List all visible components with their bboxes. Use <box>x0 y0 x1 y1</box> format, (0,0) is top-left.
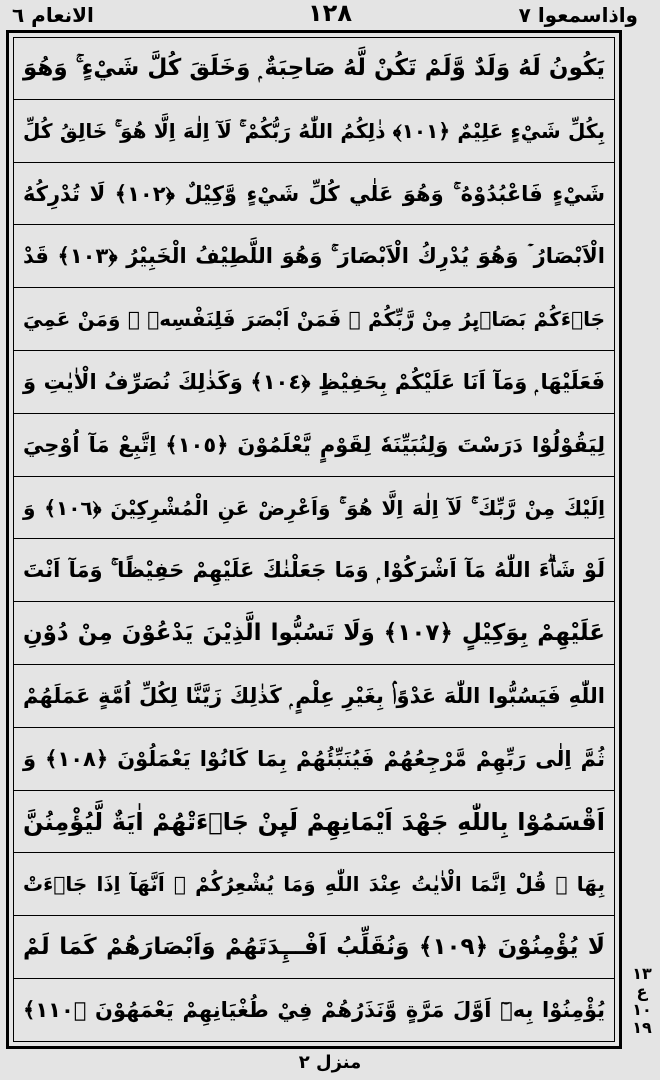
para-name: واذاسمعوا ٧ <box>518 3 638 27</box>
text-line-6: فَعَلَيْهَا ۭ وَمَآ اَنَا عَلَيْكُمْ بِحَفِيْظٍ ﴿١٠٤﴾ وَكَذٰلِكَ نُصَرِّفُ الْاٰيٰتِ وَ <box>13 351 615 414</box>
text-line-4: الْاَبْصَارُ ۡ وَهُوَ يُدْرِكُ الْاَبْصَارَ ۚ وَهُوَ اللَّطِيْفُ الْخَبِيْرُ ﴿١٠٣﴾ قَدْ <box>13 225 615 288</box>
ruku-letter: ع <box>636 982 648 1001</box>
manzil-footer: منزل ٢ <box>298 1052 362 1073</box>
text-line-1: يَكُونُ لَهُ وَلَدٌ وَّلَمْ تَكُنْ لَّهُ صَاحِبَةٌ ۭ وَخَلَقَ كُلَّ شَيْءٍ ۚ وَهُوَ <box>13 37 615 100</box>
text-line-16: يُؤْمِنُوْا بِهٖٓ اَوَّلَ مَرَّةٍ وَّنَذَرُهُمْ فِيْ طُغْيَانِهِمْ يَعْمَهُوْنَ ﴿١١٠﴾ <box>23 998 605 1022</box>
text-line-15: لَا يُؤْمِنُوْنَ ﴿١٠٩﴾ وَنُقَلِّبُ اَفْـــِٕدَتَهُمْ وَاَبْصَارَهُمْ كَمَا لَمْ <box>13 916 615 979</box>
text-line-13: اَقْسَمُوْا بِاللّٰهِ جَهْدَ اَيْمَانِهِمْ لَىِٕنْ جَاۗءَتْهُمْ اٰيَةٌ لَّيُؤْمِنُنَّ <box>13 791 615 854</box>
text-line-7: لِيَقُوْلُوْا دَرَسْتَ وَلِنُبَيِّنَهٗ لِقَوْمٍ يَّعْلَمُوْنَ ﴿١٠٥﴾ اِتَّبِعْ مَآ اُوْحِيَ <box>13 414 615 477</box>
text-line-9: لَوْ شَاۗءَ اللّٰهُ مَآ اَشْرَكُوْا ۭ وَمَا جَعَلْنٰكَ عَلَيْهِمْ حَفِيْظًا ۚ وَمَآ اَنْتَ <box>13 539 615 602</box>
page-header <box>0 0 660 30</box>
margin-number-bottom: ١٩ <box>632 1018 652 1037</box>
page-number: ۱۲۸ <box>308 0 352 27</box>
text-line-11: اللّٰهِ فَيَسُبُّوا اللّٰهَ عَدْوًاۢ بِغَيْرِ عِلْمٍ ۭ كَذٰلِكَ زَيَّنَّا لِكُلِّ اُمَّةٍ عَمَلَهُمْ <box>13 665 615 728</box>
text-line-14: بِهَا ۭ قُلْ اِنَّمَا الْاٰيٰتُ عِنْدَ اللّٰهِ وَمَا يُشْعِرُكُمْ ۙ اَنَّهَآ اِذَا جَاۗءَتْ <box>13 853 615 916</box>
text-line-3: شَيْءٍ فَاعْبُدُوْهُ ۚ وَهُوَ عَلٰي كُلِّ شَيْءٍ وَّكِيْلٌ ﴿١٠٢﴾ لَا تُدْرِكُهُ <box>13 163 615 226</box>
verse-text-block <box>13 37 615 1042</box>
text-line-2: بِكُلِّ شَيْءٍ عَلِيْمٌ ﴿١٠١﴾ ذٰلِكُمُ اللّٰهُ رَبُّكُمْ ۚ لَآ اِلٰهَ اِلَّا هُوَ ۚ خَالِقُ كُلِّ <box>13 100 615 163</box>
text-line-10: عَلَيْهِمْ بِوَكِيْلٍ ﴿١٠٧﴾ وَلَا تَسُبُّوا الَّذِيْنَ يَدْعُوْنَ مِنْ دُوْنِ <box>13 602 615 665</box>
text-line-12: ثُمَّ اِلٰى رَبِّهِمْ مَّرْجِعُهُمْ فَيُنَبِّئُهُمْ بِمَا كَانُوْا يَعْمَلُوْنَ ﴿١٠٨﴾ وَ <box>13 728 615 791</box>
ruku-margin-mark <box>626 965 658 1045</box>
text-line-8: اِلَيْكَ مِنْ رَّبِّكَ ۚ لَآ اِلٰهَ اِلَّا هُوَ ۚ وَاَعْرِضْ عَنِ الْمُشْرِكِيْنَ ﴿١٠٦﴾ وَ <box>13 477 615 540</box>
text-line-5: جَاۗءَكُمْ بَصَاۗىِٕرُ مِنْ رَّبِّكُمْ ۚ فَمَنْ اَبْصَرَ فَلِنَفْسِهٖ ۚ وَمَنْ عَمِيَ <box>13 288 615 351</box>
margin-number-top: ١٣ <box>632 964 652 983</box>
margin-number-middle: ١٠ <box>632 1000 652 1019</box>
surah-name: الانعام ٦ <box>12 3 94 27</box>
